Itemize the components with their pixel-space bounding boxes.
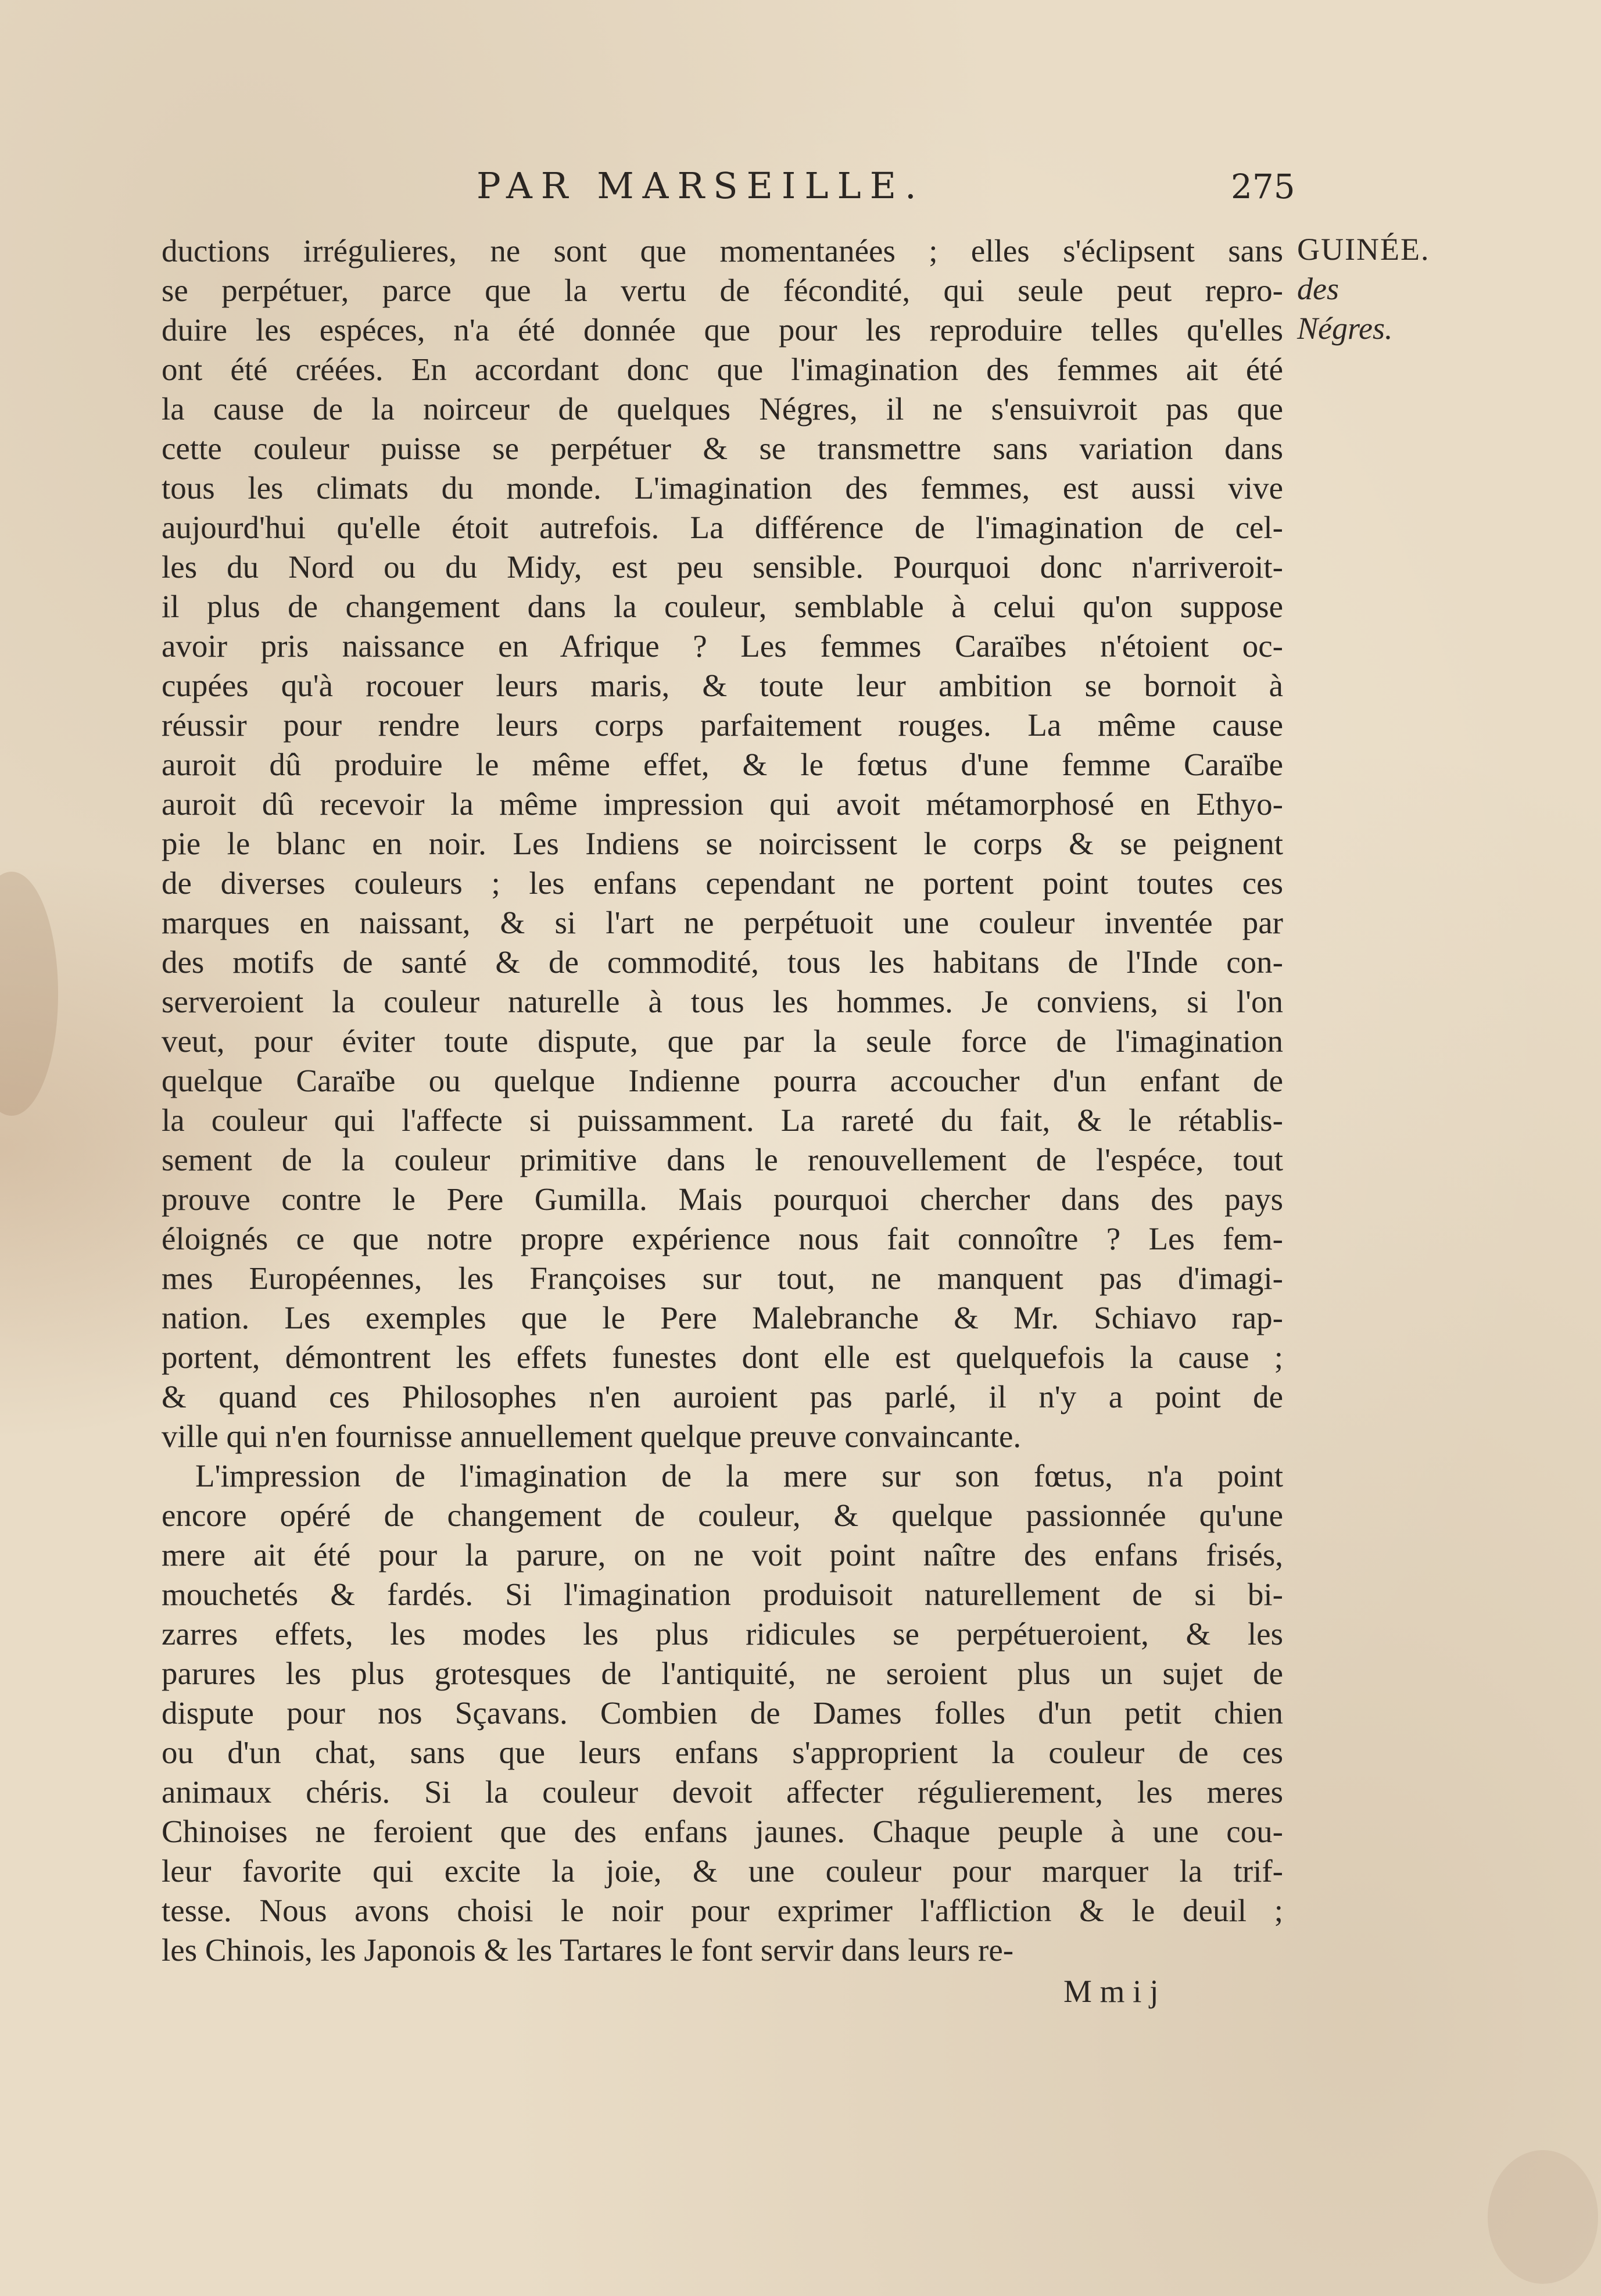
text-line: tesse. Nous avons choisi le noir pour exprimer l'affliction & le deuil ; xyxy=(162,1893,1283,1928)
text-line: les Chinois, les Japonois & les Tartares le font servir dans leurs re- xyxy=(162,1932,1014,1968)
text-line: la cause de la noirceur de quelques Négres, il ne s'ensuivroit pas que xyxy=(162,391,1283,427)
text-line: Chinoises ne feroient que des enfans jaunes. Chaque peuple à une cou- xyxy=(162,1814,1283,1849)
text-line: tous les climats du monde. L'imagination des femmes, est aussi vive xyxy=(162,470,1283,506)
signature-mark: M m i j xyxy=(1063,1973,1159,2009)
paragraph xyxy=(162,231,1283,1456)
text-line: ou d'un chat, sans que leurs enfans s'approprient la couleur de ces xyxy=(162,1735,1283,1770)
text-line: animaux chéris. Si la couleur devoit affecter régulierement, les meres xyxy=(162,1774,1283,1810)
text-line: pie le blanc en noir. Les Indiens se noircissent le corps & se peignent xyxy=(162,826,1283,861)
text-line: quelque Caraïbe ou quelque Indienne pourra accoucher d'un enfant de xyxy=(162,1063,1283,1098)
text-line: des motifs de santé & de commodité, tous les habitans de l'Inde con- xyxy=(162,944,1283,980)
text-line: encore opéré de changement de couleur, & quelque passionnée qu'une xyxy=(162,1498,1283,1533)
page-number: 275 xyxy=(1231,167,1295,206)
text-line: & quand ces Philosophes n'en auroient pas parlé, il n'y a point de xyxy=(162,1379,1283,1414)
text-line: sement de la couleur primitive dans le renouvellement de l'espéce, tout xyxy=(162,1142,1283,1177)
running-head: PAR MARSEILLE. xyxy=(477,164,925,207)
text-line: veut, pour éviter toute dispute, que par la seule force de l'imagination xyxy=(162,1023,1283,1059)
text-line: aujourd'hui qu'elle étoit autrefois. La différence de l'imagination de cel- xyxy=(162,510,1283,545)
paragraph xyxy=(162,1456,1283,1970)
text-line: cupées qu'à rocouer leurs maris, & toute leur ambition se bornoit à xyxy=(162,668,1283,703)
text-line: L'impression de l'imagination de la mere sur son fœtus, n'a point xyxy=(195,1458,1283,1493)
text-line: mes Européennes, les Françoises sur tout, ne manquent pas d'imagi- xyxy=(162,1260,1283,1296)
body-text xyxy=(162,231,1283,1970)
text-line: avoir pris naissance en Afrique ? Les femmes Caraïbes n'étoient oc- xyxy=(162,628,1283,664)
text-line: ductions irrégulieres, ne sont que momentanées ; elles s'éclipsent sans xyxy=(162,233,1283,268)
text-line: se perpétuer, parce que la vertu de fécondité, qui seule peut repro- xyxy=(162,273,1283,308)
text-line: serveroient la couleur naturelle à tous les hommes. Je conviens, si l'on xyxy=(162,984,1283,1019)
text-line: il plus de changement dans la couleur, semblable à celui qu'on suppose xyxy=(162,589,1283,624)
text-line: prouve contre le Pere Gumilla. Mais pourquoi chercher dans des pays xyxy=(162,1181,1283,1217)
text-line: dispute pour nos Sçavans. Combien de Dames folles d'un petit chien xyxy=(162,1695,1283,1731)
text-line: les du Nord ou du Midy, est peu sensible. Pourquoi donc n'arriveroit- xyxy=(162,549,1283,585)
text-line: portent, démontrent les effets funestes dont elle est quelquefois la cause ; xyxy=(162,1339,1283,1375)
text-line: réussir pour rendre leurs corps parfaitement rouges. La même cause xyxy=(162,707,1283,743)
text-line: la couleur qui l'affecte si puissamment. La rareté du fait, & le rétablis- xyxy=(162,1102,1283,1138)
paper-stain xyxy=(0,872,58,1116)
text-line: marques en naissant, & si l'art ne perpétuoit une couleur inventée par xyxy=(162,905,1283,940)
paper-stain xyxy=(1488,2150,1598,2284)
text-line: leur favorite qui excite la joie, & une couleur pour marquer la trif- xyxy=(162,1853,1283,1889)
text-line: auroit dû produire le même effet, & le fœtus d'une femme Caraïbe xyxy=(162,747,1283,782)
margin-note-place: GUINÉE. xyxy=(1297,232,1430,267)
text-line: parures les plus grotesques de l'antiquité, ne seroient plus un sujet de xyxy=(162,1656,1283,1691)
text-line: cette couleur puisse se perpétuer & se transmettre sans variation dans xyxy=(162,431,1283,466)
text-line: duire les espéces, n'a été donnée que pour les reproduire telles qu'elles xyxy=(162,312,1283,348)
text-line: éloignés ce que notre propre expérience nous fait connoître ? Les fem- xyxy=(162,1221,1283,1256)
text-line: nation. Les exemples que le Pere Malebranche & Mr. Schiavo rap- xyxy=(162,1300,1283,1335)
text-line: ville qui n'en fournisse annuellement quelque preuve convaincante. xyxy=(162,1419,1022,1454)
text-line: mere ait été pour la parure, on ne voit point naître des enfans frisés, xyxy=(162,1537,1283,1573)
margin-note-topic: des Négres. xyxy=(1297,271,1393,346)
margin-note xyxy=(1297,230,1437,348)
text-line: ont été créées. En accordant donc que l'imagination des femmes ait été xyxy=(162,352,1283,387)
text-line: auroit dû recevoir la même impression qui avoit métamorphosé en Ethyo- xyxy=(162,786,1283,822)
text-line: zarres effets, les modes les plus ridicules se perpétueroient, & les xyxy=(162,1616,1283,1652)
text-line: de diverses couleurs ; les enfans cependant ne portent point toutes ces xyxy=(162,865,1283,901)
text-line: mouchetés & fardés. Si l'imagination produisoit naturellement de si bi- xyxy=(162,1577,1283,1612)
